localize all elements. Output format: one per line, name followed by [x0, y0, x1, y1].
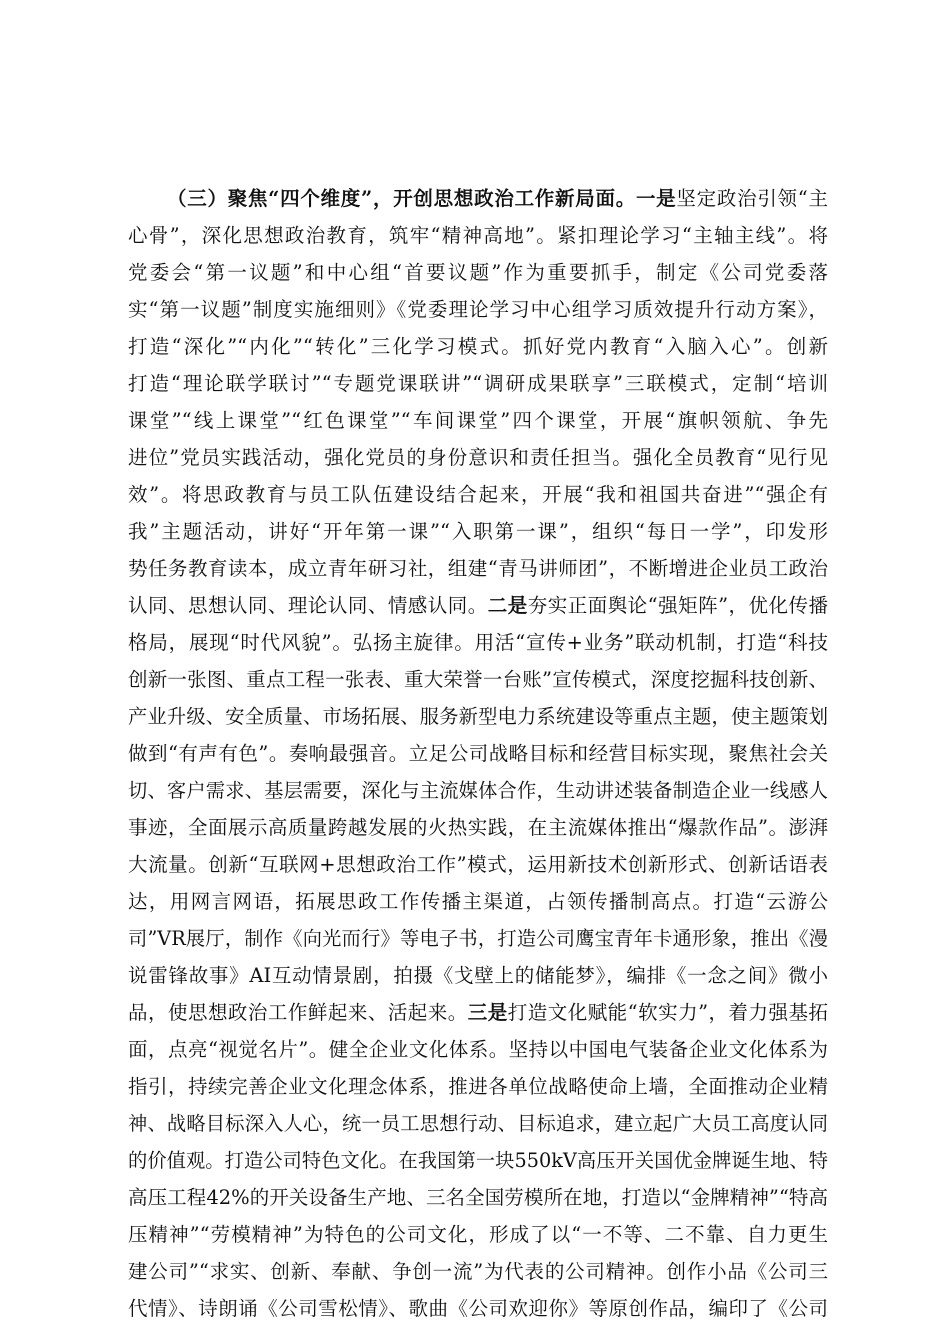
text-run: 压精神”“劳模精神”为特色的公司文化，形成了以“一不等、二不靠、自力更生 [128, 1223, 828, 1246]
text-run: 夯实正面舆论“强矩阵”，优化传播 [527, 594, 828, 617]
text-line [128, 328, 828, 365]
text-run: 产业升级、安全质量、市场拓展、服务新型电力系统建设等重点主题，使主题策划 [128, 705, 828, 728]
text-run: 打造“深化”“内化”“转化”三化学习模式。抓好党内教育“入脑入心”。创新 [128, 335, 828, 358]
text-line [128, 1142, 828, 1179]
text-line [128, 1216, 828, 1253]
text-line [128, 254, 828, 291]
text-line [128, 1105, 828, 1142]
text-line [128, 217, 828, 254]
text-run: 大流量。创新“互联网+思想政治工作”模式，运用新技术创新形式、创新话语表 [128, 853, 828, 876]
text-line [128, 1179, 828, 1216]
bold-text-run: 三是 [467, 1001, 508, 1024]
text-run: 我”主题活动，讲好“开年第一课”“入职第一课”，组织“每日一学”，印发形 [128, 520, 828, 543]
text-line [128, 957, 828, 994]
text-line [128, 735, 828, 772]
text-line [128, 994, 828, 1031]
text-run: 指引，持续完善企业文化理念体系，推进各单位战略使命上墙，全面推动企业精 [128, 1075, 828, 1098]
body-paragraph [128, 180, 828, 1327]
text-run: 事迹，全面展示高质量跨越发展的火热实践，在主流媒体推出“爆款作品”。澎湃 [128, 816, 828, 839]
text-run: 做到“有声有色”。奏响最强音。立足公司战略目标和经营目标实现，聚焦社会关 [128, 742, 828, 765]
text-run: 坚定政治引领“主 [676, 187, 828, 210]
text-line [128, 661, 828, 698]
text-line [128, 550, 828, 587]
text-line [128, 920, 828, 957]
text-line [128, 180, 828, 217]
bold-text-run: 二是 [487, 594, 528, 617]
text-line [128, 439, 828, 476]
text-line [128, 1253, 828, 1290]
text-run: 面，点亮“视觉名片”。健全企业文化体系。坚持以中国电气装备企业文化体系为 [128, 1038, 828, 1061]
text-run: 课堂”“线上课堂”“红色课堂”“车间课堂”四个课堂，开展“旗帜领航、争先 [128, 409, 828, 432]
text-line [128, 883, 828, 920]
text-line [128, 513, 828, 550]
text-line [128, 772, 828, 809]
bold-text-run: （三）聚焦“四个维度”，开创思想政治工作新局面。一是 [167, 187, 677, 210]
text-run: 进位”党员实践活动，强化党员的身份意识和责任担当。强化全员教育“见行见 [128, 446, 828, 469]
text-run: 格局，展现“时代风貌”。弘扬主旋律。用活“宣传+业务”联动机制，打造“科技 [128, 631, 828, 654]
text-run: 效”。将思政教育与员工队伍建设结合起来，开展“我和祖国共奋进”“强企有 [128, 483, 828, 506]
text-run: 司”VR展厅，制作《向光而行》等电子书，打造公司鹰宝青年卡通形象，推出《漫 [128, 927, 828, 950]
text-run: 代情》、诗朗诵《公司雪松情》、歌曲《公司欢迎你》等原创作品，编印了《公司 [128, 1297, 828, 1320]
text-run: 切、客户需求、基层需要，深化与主流媒体合作，生动讲述装备制造企业一线感人 [128, 779, 828, 802]
text-run: 品，使思想政治工作鲜起来、活起来。 [128, 1001, 468, 1024]
text-run: 说雷锋故事》AI互动情景剧，拍摄《戈壁上的储能梦》，编排《一念之间》微小 [128, 964, 828, 987]
text-line [128, 1031, 828, 1068]
text-line [128, 291, 828, 328]
text-run: 的价值观。打造公司特色文化。在我国第一块550kV高压开关国优金牌诞生地、特 [128, 1149, 828, 1172]
text-line [128, 1290, 828, 1327]
text-run: 打造“理论联学联讨”“专题党课联讲”“调研成果联享”三联模式，定制“培训 [128, 372, 828, 395]
text-run: 党委会“第一议题”和中心组“首要议题”作为重要抓手，制定《公司党委落 [128, 261, 828, 284]
text-line [128, 476, 828, 513]
text-line [128, 809, 828, 846]
text-line [128, 365, 828, 402]
text-line [128, 624, 828, 661]
text-line [128, 846, 828, 883]
text-line [128, 587, 828, 624]
text-line [128, 1068, 828, 1105]
text-line [128, 698, 828, 735]
text-run: 认同、思想认同、理论认同、情感认同。 [128, 594, 488, 617]
text-run: 心骨”，深化思想政治教育，筑牢“精神高地”。紧扣理论学习“主轴主线”。将 [128, 224, 828, 247]
text-run: 达，用网言网语，拓展思政工作传播主渠道，占领传播制高点。打造“云游公 [128, 890, 828, 913]
text-run: 势任务教育读本，成立青年研习社，组建“青马讲师团”，不断增进企业员工政治 [128, 557, 828, 580]
text-run: 打造文化赋能“软实力”，着力强基拓 [507, 1001, 828, 1024]
text-run: 实“第一议题”制度实施细则》《党委理论学习中心组学习质效提升行动方案》， [128, 298, 828, 321]
text-line [128, 402, 828, 439]
text-run: 神、战略目标深入人心，统一员工思想行动、目标追求，建立起广大员工高度认同 [128, 1112, 828, 1135]
text-run: 高压工程42%的开关设备生产地、三名全国劳模所在地，打造以“金牌精神”“特高 [128, 1186, 828, 1209]
text-run: 创新一张图、重点工程一张表、重大荣誉一台账”宣传模式，深度挖掘科技创新、 [128, 668, 828, 691]
text-run: 建公司”“求实、创新、奉献、争创一流”为代表的公司精神。创作小品《公司三 [128, 1260, 828, 1283]
